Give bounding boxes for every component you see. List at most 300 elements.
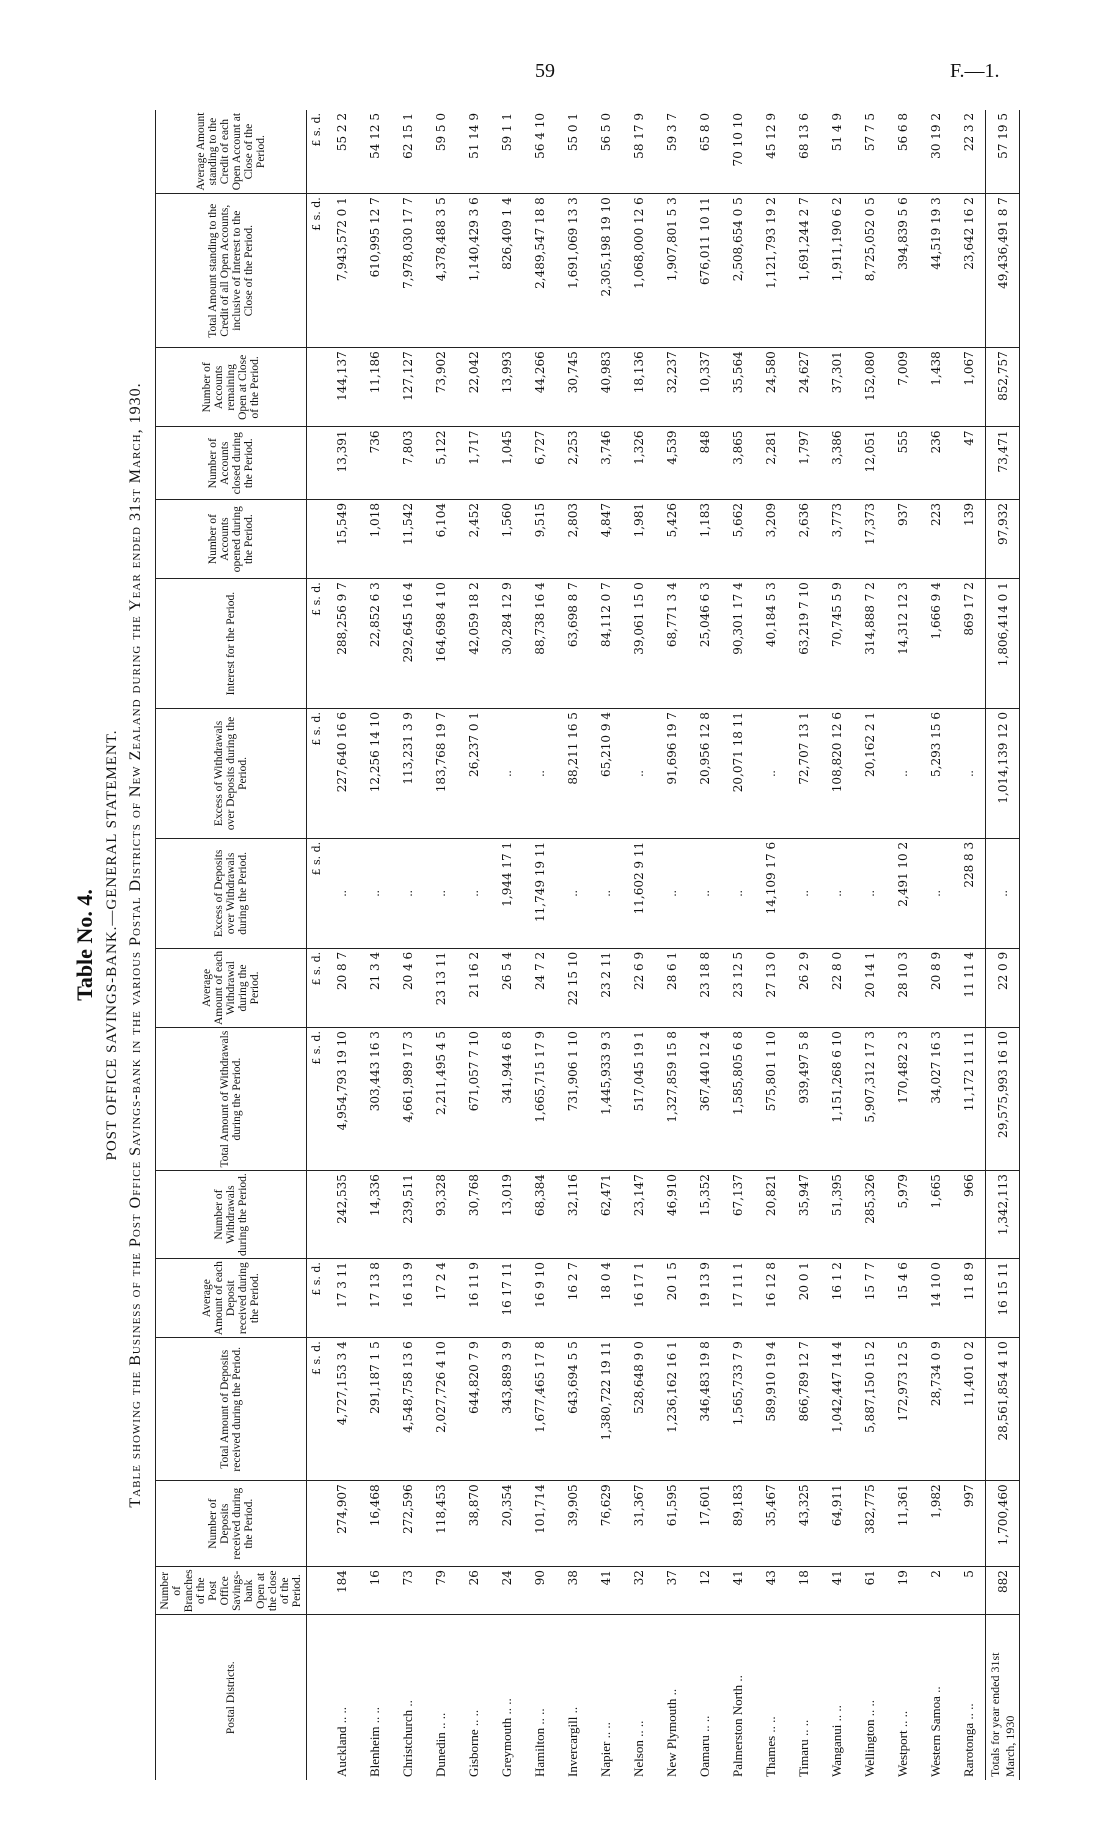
- table-cell: 16: [358, 1567, 391, 1615]
- table-subtitle: POST OFFICE SAVINGS-BANK.—GENERAL STATEMENT.: [104, 729, 120, 1161]
- table-cell: ..: [688, 838, 721, 948]
- unit-label: [307, 348, 326, 427]
- table-cell: 23,642 16 2: [952, 194, 986, 348]
- unit-label: £ s. d.: [307, 1338, 326, 1481]
- table-cell: 20 0 1: [787, 1259, 820, 1338]
- table-cell: 826,409 1 4: [490, 194, 523, 348]
- table-cell: 24 7 2: [523, 948, 556, 1027]
- table-cell: 3,746: [589, 427, 622, 500]
- table-cell: 7,978,030 17 7: [391, 194, 424, 348]
- table-cell: 20,162 2 1: [853, 709, 886, 839]
- table-cell: 1,042,447 14 4: [820, 1338, 853, 1481]
- table-cell: 39,061 15 0: [622, 579, 655, 709]
- table-cell: 314,888 7 2: [853, 579, 886, 709]
- table-cell: 84,112 0 7: [589, 579, 622, 709]
- table-cell: 272,596: [391, 1481, 424, 1567]
- table-cell: 17 3 11: [325, 1259, 358, 1338]
- table-cell: ..: [391, 838, 424, 948]
- table-cell: 68,771 3 4: [655, 579, 688, 709]
- table-row: [688, 110, 721, 1780]
- table-cell: 11,401 0 2: [952, 1338, 986, 1481]
- table-cell: ..: [721, 838, 754, 948]
- table-cell: ..: [556, 838, 589, 948]
- table-cell: 13,391: [325, 427, 358, 500]
- table-cell: 1,677,465 17 8: [523, 1338, 556, 1481]
- table-cell: 127,127: [391, 348, 424, 427]
- table-cell: 17 11 1: [721, 1259, 754, 1338]
- table-cell: 1,982: [919, 1481, 952, 1567]
- table-cell: 3,209: [754, 500, 787, 579]
- unit-label: £ s. d.: [307, 579, 326, 709]
- table-cell: 51 4 9: [820, 110, 853, 194]
- table-cell: 11,186: [358, 348, 391, 427]
- column-header: Total Amount standing to the Credit of all Open Accounts, inclusive of Interest to the Close of the Period.: [156, 194, 307, 348]
- table-cell: 19: [886, 1567, 919, 1615]
- table-cell: 26: [457, 1567, 490, 1615]
- table-cell: ..: [853, 838, 886, 948]
- unit-label: £ s. d.: [307, 110, 326, 194]
- totals-cell: 1,700,460: [986, 1481, 1020, 1567]
- table-cell: 32,116: [556, 1171, 589, 1259]
- table-cell: 1,445,933 9 3: [589, 1028, 622, 1171]
- table-cell: 31,367: [622, 1481, 655, 1567]
- table-cell: ..: [886, 709, 919, 839]
- table-cell: 2,491 10 2: [886, 838, 919, 948]
- table-cell: 1,691,069 13 3: [556, 194, 589, 348]
- table-cell: 32,237: [655, 348, 688, 427]
- district-name: Wanganui .. ..: [828, 1705, 844, 1777]
- unit-label: [307, 427, 326, 500]
- table-cell: 28,734 0 9: [919, 1338, 952, 1481]
- table-cell: 394,839 5 6: [886, 194, 919, 348]
- table-row: [622, 110, 655, 1780]
- table-cell: 14 10 0: [919, 1259, 952, 1338]
- table-cell: 20 14 1: [853, 948, 886, 1027]
- table-cell: 11,602 9 11: [622, 838, 655, 948]
- table-cell: 5,907,312 17 3: [853, 1028, 886, 1171]
- table-cell: 18 0 4: [589, 1259, 622, 1338]
- totals-cell: 852,757: [986, 348, 1020, 427]
- table-cell: 3,773: [820, 500, 853, 579]
- page-number: 59: [535, 60, 555, 82]
- table-cell: 8,725,052 0 5: [853, 194, 886, 348]
- table-cell: 68,384: [523, 1171, 556, 1259]
- table-cell: 65,210 9 4: [589, 709, 622, 839]
- unit-label: [307, 1171, 326, 1259]
- table-cell: 39,905: [556, 1481, 589, 1567]
- table-row: [589, 110, 622, 1780]
- table-cell: 23 2 11: [589, 948, 622, 1027]
- table-cell: 285,326: [853, 1171, 886, 1259]
- district-name: Blenheim .. ..: [366, 1706, 382, 1777]
- table-row: [853, 110, 886, 1780]
- table-cell: 1,140,429 3 6: [457, 194, 490, 348]
- table-cell: ..: [919, 838, 952, 948]
- table-cell: 24,627: [787, 348, 820, 427]
- table-cell: 937: [886, 500, 919, 579]
- table-cell: ..: [754, 709, 787, 839]
- table-row: [721, 110, 754, 1780]
- table-cell: 16 12 8: [754, 1259, 787, 1338]
- district-name: Invercargill ..: [564, 1706, 580, 1777]
- table-cell: 35,947: [787, 1171, 820, 1259]
- table-cell: 6,727: [523, 427, 556, 500]
- table-cell: 108,820 12 6: [820, 709, 853, 839]
- table-cell: 184: [325, 1567, 358, 1615]
- table-cell: 12: [688, 1567, 721, 1615]
- unit-label: £ s. d.: [307, 838, 326, 948]
- unit-label: [307, 1481, 326, 1567]
- table-cell: 144,137: [325, 348, 358, 427]
- table-cell: 88,211 16 5: [556, 709, 589, 839]
- table-row: [457, 110, 490, 1780]
- table-cell: 5,122: [424, 427, 457, 500]
- table-row: [490, 110, 523, 1780]
- table-cell: 20,821: [754, 1171, 787, 1259]
- table-cell: 228 8 3: [952, 838, 986, 948]
- table-cell: ..: [325, 838, 358, 948]
- district-name: Hamilton .. ..: [531, 1708, 547, 1777]
- district-name: Wellington .. ..: [861, 1700, 877, 1777]
- totals-cell: 57 19 5: [986, 110, 1020, 194]
- column-header: Total Amount of Withdrawals during the Period.: [156, 1028, 307, 1171]
- table-body: [325, 110, 986, 1780]
- table-cell: 6,104: [424, 500, 457, 579]
- savings-bank-table: [155, 110, 1020, 1780]
- table-cell: 11,542: [391, 500, 424, 579]
- table-cell: 517,045 19 1: [622, 1028, 655, 1171]
- table-cell: 28 10 3: [886, 948, 919, 1027]
- totals-cell: 29,575,993 16 10: [986, 1028, 1020, 1171]
- table-cell: 55 0 1: [556, 110, 589, 194]
- table-cell: 9,515: [523, 500, 556, 579]
- document-reference: F.—1.: [950, 60, 1000, 82]
- table-cell: 25,046 6 3: [688, 579, 721, 709]
- district-name: Thames .. ..: [762, 1716, 778, 1777]
- table-cell: 343,889 3 9: [490, 1338, 523, 1481]
- table-cell: 20,354: [490, 1481, 523, 1567]
- table-cell: 72,707 13 1: [787, 709, 820, 839]
- table-cell: ..: [655, 838, 688, 948]
- table-cell: 7,943,572 0 1: [325, 194, 358, 348]
- table-cell: 59 3 7: [655, 110, 688, 194]
- table-row: [391, 110, 424, 1780]
- column-header: Excess of Withdrawals over Deposits during the Period.: [156, 709, 307, 839]
- unit-label: [307, 500, 326, 579]
- table-cell: 65 8 0: [688, 110, 721, 194]
- table-cell: 2,253: [556, 427, 589, 500]
- district-name: New Plymouth ..: [663, 1688, 679, 1777]
- table-cell: 40,983: [589, 348, 622, 427]
- table-cell: 34,027 16 3: [919, 1028, 952, 1171]
- table-cell: 555: [886, 427, 919, 500]
- table-cell: 736: [358, 427, 391, 500]
- table-cell: ..: [424, 838, 457, 948]
- table-cell: 41: [721, 1567, 754, 1615]
- table-cell: 170,482 2 3: [886, 1028, 919, 1171]
- column-header: Number of Deposits received during the Period.: [156, 1481, 307, 1567]
- column-header: Total Amount of Deposits received during the Period.: [156, 1338, 307, 1481]
- table-cell: 5,426: [655, 500, 688, 579]
- table-row: [523, 110, 556, 1780]
- table-cell: 40,184 5 3: [754, 579, 787, 709]
- table-cell: 76,629: [589, 1481, 622, 1567]
- table-cell: 51,395: [820, 1171, 853, 1259]
- table-cell: 589,910 19 4: [754, 1338, 787, 1481]
- table-cell: 30 19 2: [919, 110, 952, 194]
- totals-cell: 97,932: [986, 500, 1020, 579]
- table-cell: 11,172 11 11: [952, 1028, 986, 1171]
- table-cell: 14,336: [358, 1171, 391, 1259]
- table-cell: 24: [490, 1567, 523, 1615]
- table-cell: 59 5 0: [424, 110, 457, 194]
- table-row: [820, 110, 853, 1780]
- table-cell: 62 15 1: [391, 110, 424, 194]
- table-cell: 152,080: [853, 348, 886, 427]
- table-cell: 367,440 12 4: [688, 1028, 721, 1171]
- table-cell: 28 6 1: [655, 948, 688, 1027]
- table-cell: 11 8 9: [952, 1259, 986, 1338]
- table-cell: 575,801 1 10: [754, 1028, 787, 1171]
- table-cell: 1,183: [688, 500, 721, 579]
- table-row: [424, 110, 457, 1780]
- table-cell: 2,489,547 18 8: [523, 194, 556, 348]
- table-row: [754, 110, 787, 1780]
- table-cell: 676,011 10 11: [688, 194, 721, 348]
- table-cell: 288,256 9 7: [325, 579, 358, 709]
- table-cell: 41: [820, 1567, 853, 1615]
- table-number: Table No. 4.: [72, 889, 97, 1001]
- district-name: Oamaru .. ..: [696, 1715, 712, 1777]
- table-cell: 61,595: [655, 1481, 688, 1567]
- table-cell: 2: [919, 1567, 952, 1615]
- totals-cell: 1,014,139 12 0: [986, 709, 1020, 839]
- table-row: [556, 110, 589, 1780]
- table-cell: 183,768 19 7: [424, 709, 457, 839]
- table-row: [952, 110, 986, 1780]
- table-cell: 2,636: [787, 500, 820, 579]
- table-cell: 7,009: [886, 348, 919, 427]
- table-cell: 291,187 1 5: [358, 1338, 391, 1481]
- table-cell: 164,698 4 10: [424, 579, 457, 709]
- table-cell: 16 17 11: [490, 1259, 523, 1338]
- table-cell: 14,312 12 3: [886, 579, 919, 709]
- table-cell: 3,865: [721, 427, 754, 500]
- table-cell: 1,438: [919, 348, 952, 427]
- column-header: Excess of Deposits over Withdrawals during the Period.: [156, 838, 307, 948]
- table-cell: 45 12 9: [754, 110, 787, 194]
- table-cell: 2,305,198 19 10: [589, 194, 622, 348]
- table-cell: 16 1 2: [820, 1259, 853, 1338]
- totals-cell: 49,436,491 8 7: [986, 194, 1020, 348]
- table-cell: 51 14 9: [457, 110, 490, 194]
- table-cell: 35,467: [754, 1481, 787, 1567]
- table-cell: 21 16 2: [457, 948, 490, 1027]
- header-row: [156, 110, 307, 1780]
- table-cell: 5,293 15 6: [919, 709, 952, 839]
- table-cell: 41: [589, 1567, 622, 1615]
- table-cell: 341,944 6 8: [490, 1028, 523, 1171]
- table-cell: 22 6 9: [622, 948, 655, 1027]
- table-cell: 1,665: [919, 1171, 952, 1259]
- table-cell: 27 13 0: [754, 948, 787, 1027]
- table-cell: 5,662: [721, 500, 754, 579]
- table-cell: 73,902: [424, 348, 457, 427]
- table-cell: 113,231 3 9: [391, 709, 424, 839]
- table-cell: 90: [523, 1567, 556, 1615]
- table-cell: 10,337: [688, 348, 721, 427]
- units-row: [307, 110, 326, 1780]
- table-cell: 1,068,000 12 6: [622, 194, 655, 348]
- table-cell: 4,548,758 13 6: [391, 1338, 424, 1481]
- table-cell: ..: [787, 838, 820, 948]
- table-cell: 19 13 9: [688, 1259, 721, 1338]
- table-row: [358, 110, 391, 1780]
- column-header: Interest for the Period.: [156, 579, 307, 709]
- table-cell: 20,956 12 8: [688, 709, 721, 839]
- table-cell: 1,327,859 15 8: [655, 1028, 688, 1171]
- table-cell: 731,906 1 10: [556, 1028, 589, 1171]
- table-cell: ..: [358, 838, 391, 948]
- table-cell: 70,745 5 9: [820, 579, 853, 709]
- rotated-table-sheet: [68, 90, 1108, 1800]
- table-cell: 18: [787, 1567, 820, 1615]
- table-cell: 346,483 19 8: [688, 1338, 721, 1481]
- table-cell: 55 2 2: [325, 110, 358, 194]
- table-cell: 11 11 4: [952, 948, 986, 1027]
- table-cell: 22 3 2: [952, 110, 986, 194]
- table-cell: ..: [523, 709, 556, 839]
- district-name: Rarotonga .. ..: [960, 1703, 976, 1777]
- table-cell: 5,887,150 15 2: [853, 1338, 886, 1481]
- table-cell: 15,352: [688, 1171, 721, 1259]
- table-cell: 15,549: [325, 500, 358, 579]
- column-header: Number of Withdrawals during the Period.: [156, 1171, 307, 1259]
- table-cell: 43: [754, 1567, 787, 1615]
- table-cell: 1,907,801 5 3: [655, 194, 688, 348]
- table-cell: 939,497 5 8: [787, 1028, 820, 1171]
- table-cell: 1,944 17 1: [490, 838, 523, 948]
- table-row: [787, 110, 820, 1780]
- totals-cell: 1,342,113: [986, 1171, 1020, 1259]
- table-cell: 44,266: [523, 348, 556, 427]
- table-cell: 997: [952, 1481, 986, 1567]
- table-cell: ..: [622, 709, 655, 839]
- table-cell: 93,328: [424, 1171, 457, 1259]
- column-header: Number of Accounts closed during the Period.: [156, 427, 307, 500]
- column-header: Number of Accounts opened during the Period.: [156, 500, 307, 579]
- table-cell: 68 13 6: [787, 110, 820, 194]
- column-header: Average Amount of each Withdrawal during the Period.: [156, 948, 307, 1027]
- table-cell: 139: [952, 500, 986, 579]
- table-cell: ..: [490, 709, 523, 839]
- totals-cell: 1,806,414 0 1: [986, 579, 1020, 709]
- table-cell: 12,256 14 10: [358, 709, 391, 839]
- table-cell: 26,237 0 1: [457, 709, 490, 839]
- totals-cell: 28,561,854 4 10: [986, 1338, 1020, 1481]
- table-cell: 79: [424, 1567, 457, 1615]
- table-cell: 172,973 12 5: [886, 1338, 919, 1481]
- table-cell: 64,911: [820, 1481, 853, 1567]
- table-cell: ..: [457, 838, 490, 948]
- table-cell: 73: [391, 1567, 424, 1615]
- table-row: [919, 110, 952, 1780]
- table-caption: Table showing the Business of the Post Office Savings-bank in the various Postal Districts of New Zealand during the Year ended 31st March, 1930.: [127, 382, 144, 1508]
- table-cell: 16 17 1: [622, 1259, 655, 1338]
- table-cell: 848: [688, 427, 721, 500]
- table-cell: 2,452: [457, 500, 490, 579]
- table-cell: 91,696 19 7: [655, 709, 688, 839]
- table-cell: 1,560: [490, 500, 523, 579]
- table-cell: 292,645 16 4: [391, 579, 424, 709]
- table-row: [325, 110, 358, 1780]
- table-cell: 21 3 4: [358, 948, 391, 1027]
- unit-label: [307, 1567, 326, 1615]
- table-cell: 16,468: [358, 1481, 391, 1567]
- table-cell: 23 12 5: [721, 948, 754, 1027]
- column-header: Number of Accounts remaining Open at Close of the Period.: [156, 348, 307, 427]
- table-cell: 17,601: [688, 1481, 721, 1567]
- unit-label: £ s. d.: [307, 948, 326, 1027]
- column-header: Postal Districts.: [156, 1615, 307, 1780]
- table-cell: 11,749 19 11: [523, 838, 556, 948]
- table-cell: 20 8 7: [325, 948, 358, 1027]
- table-cell: 38: [556, 1567, 589, 1615]
- table-cell: 966: [952, 1171, 986, 1259]
- table-cell: 16 11 9: [457, 1259, 490, 1338]
- district-name: Palmerston North ..: [729, 1675, 745, 1777]
- unit-label: £ s. d.: [307, 194, 326, 348]
- table-cell: 18,136: [622, 348, 655, 427]
- table-cell: 1,911,190 6 2: [820, 194, 853, 348]
- table-cell: 62,471: [589, 1171, 622, 1259]
- table-cell: 2,508,654 0 5: [721, 194, 754, 348]
- unit-label: £ s. d.: [307, 1259, 326, 1338]
- table-cell: 16 9 10: [523, 1259, 556, 1338]
- table-cell: 56 6 8: [886, 110, 919, 194]
- table-cell: 42,059 18 2: [457, 579, 490, 709]
- table-cell: 35,564: [721, 348, 754, 427]
- table-cell: 23 13 11: [424, 948, 457, 1027]
- table-cell: 30,284 12 9: [490, 579, 523, 709]
- district-name: Christchurch ..: [399, 1700, 415, 1777]
- table-cell: 3,386: [820, 427, 853, 500]
- table-cell: 23 18 8: [688, 948, 721, 1027]
- table-cell: 14,109 17 6: [754, 838, 787, 948]
- table-cell: 227,640 16 6: [325, 709, 358, 839]
- table-cell: 4,954,793 19 10: [325, 1028, 358, 1171]
- table-cell: 22 8 0: [820, 948, 853, 1027]
- table-cell: 242,535: [325, 1171, 358, 1259]
- table-cell: 236: [919, 427, 952, 500]
- table-cell: 23,147: [622, 1171, 655, 1259]
- district-name: Greymouth .. ..: [498, 1698, 514, 1777]
- table-cell: 30,745: [556, 348, 589, 427]
- table-cell: 43,325: [787, 1481, 820, 1567]
- table-cell: 1,691,244 2 7: [787, 194, 820, 348]
- column-header: Average Amount of each Deposit received during the Period.: [156, 1259, 307, 1338]
- table-cell: 67,137: [721, 1171, 754, 1259]
- column-header: Average Amount standing to the Credit of each Open Account at Close of the Period.: [156, 110, 307, 194]
- district-name: Western Samoa ..: [927, 1686, 943, 1777]
- table-cell: 2,803: [556, 500, 589, 579]
- table-cell: 1,981: [622, 500, 655, 579]
- table-cell: 70 10 10: [721, 110, 754, 194]
- table-cell: 4,661,989 17 3: [391, 1028, 424, 1171]
- district-name: Gisborne .. ..: [465, 1709, 481, 1777]
- table-cell: 5,979: [886, 1171, 919, 1259]
- table-cell: 866,789 12 7: [787, 1338, 820, 1481]
